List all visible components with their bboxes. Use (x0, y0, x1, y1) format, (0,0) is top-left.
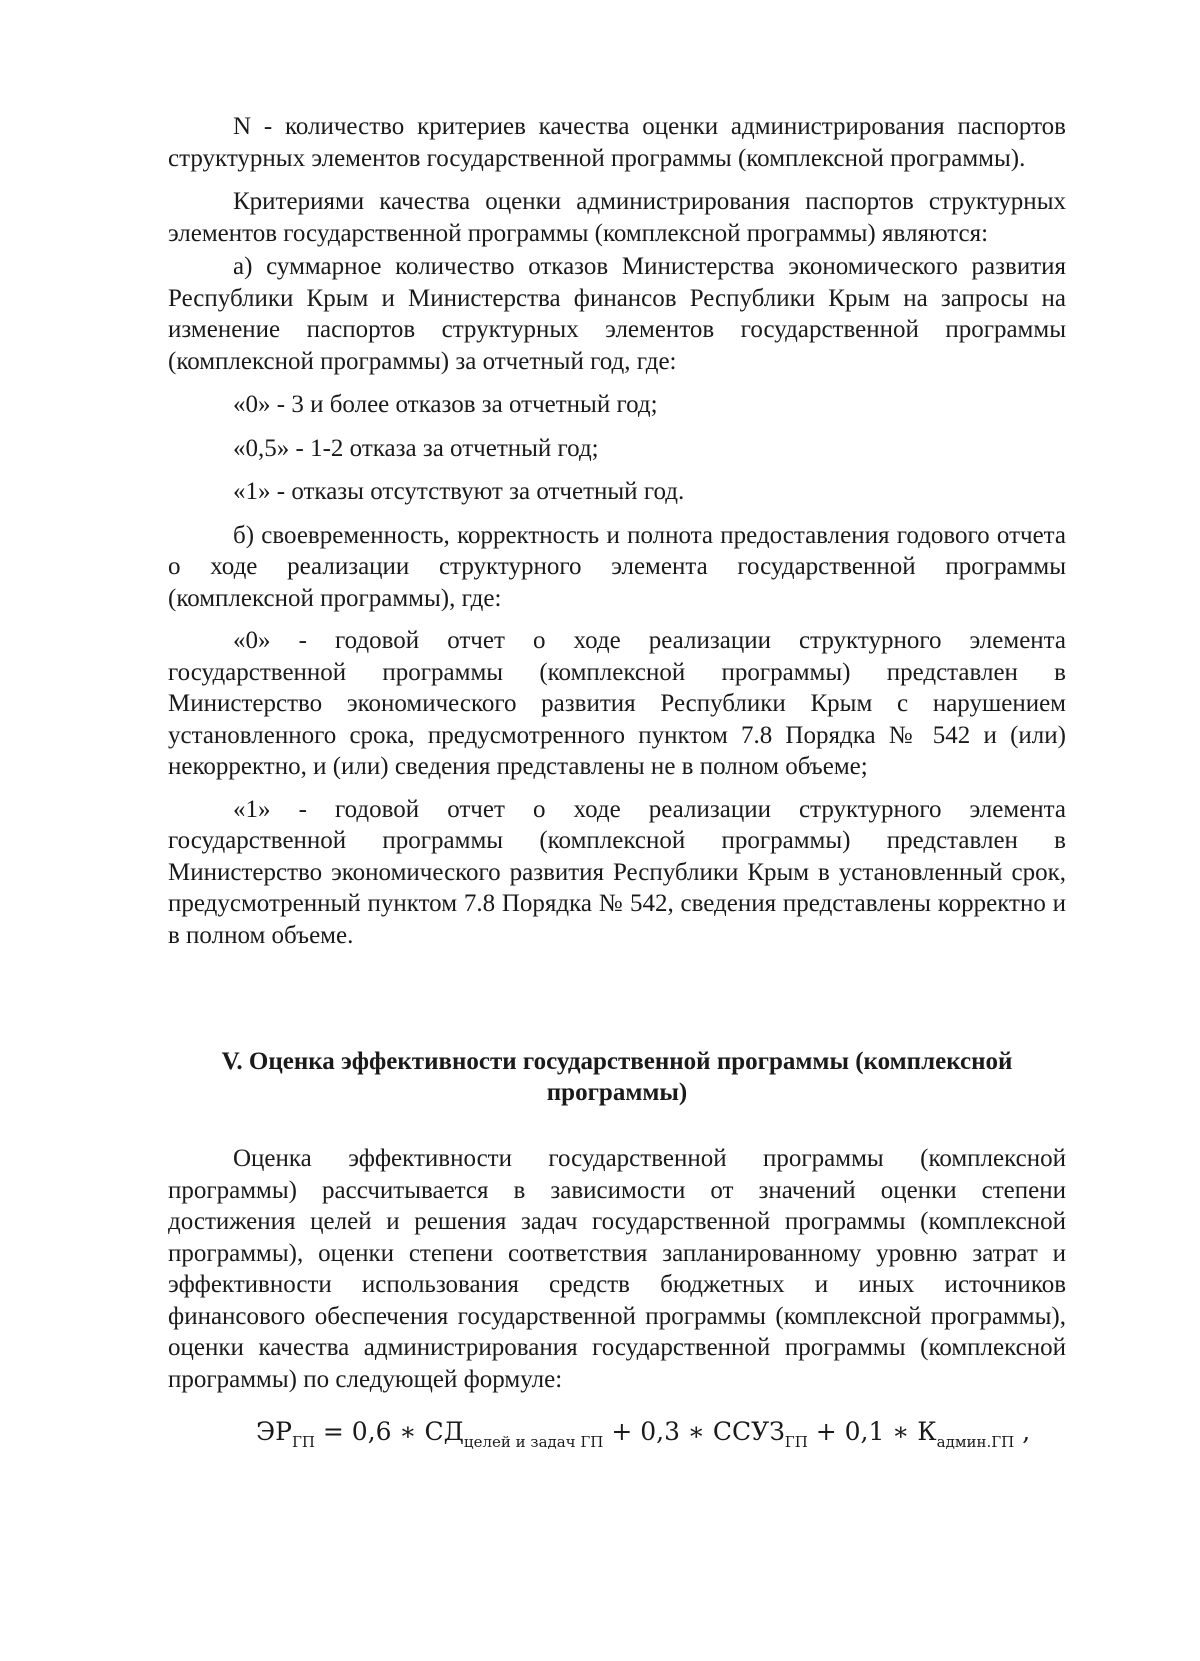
paragraph-n-definition: N - количество критериев качества оценки администрирования паспортов структурных элементов государственной программы (комплексной программы). (168, 113, 1066, 172)
formula-tail: , (1014, 1417, 1031, 1446)
list-item-a-score-0: «0» - 3 и более отказов за отчетный год; (233, 391, 658, 418)
list-item-b-score-1: «1» - годовой отчет о ходе реализации структурного элемента государственной программы (комплексной программы) представлен в Министерство экономического развития Республики Крым в установленный срок, предусмотренный пунктом 7.8 Порядка № 542, сведения представлены корректно и в полном объеме. (168, 795, 1066, 949)
formula-k-subscript: админ.ГП (936, 1433, 1015, 1451)
formula-term-sd: = 0,6 ∗ СД (314, 1417, 464, 1446)
formula-term-ssuz: + 0,3 ∗ ССУЗ (603, 1417, 785, 1446)
formula-er: ЭР (256, 1417, 292, 1446)
section-text-block (168, 1143, 1066, 1395)
paragraph-criteria-intro: Критериями качества оценки администрирования паспортов структурных элементов государственной программы (комплексной программы) являются: (168, 188, 1066, 247)
efficiency-formula (256, 1415, 1030, 1452)
paragraph-criterion-a: а) суммарное количество отказов Министерства экономического развития Республики Крым и Министерства финансов Республики Крым на запросы на изменение паспортов структурных элементов государственной программы (комплексной программы) за отчетный год, где: (168, 253, 1066, 375)
paragraph-efficiency-assessment: Оценка эффективности государственной программы (комплексной программы) рассчитывается в зависимости от значений оценки степени достижения целей и решения задач государственной программы (комплексной программы), оценки степени соответствия запланированному уровню затрат и эффективности использования средств бюджетных и иных источников финансового обеспечения государственной программы (комплексной программы), оценки качества администрирования государственной программы (комплексной программы) по следующей формуле: (168, 1145, 1066, 1393)
formula-sd-subscript: целей и задач ГП (463, 1433, 604, 1451)
paragraph-criterion-b: б) своевременность, корректность и полнота предоставления годового отчета о ходе реализации структурного элемента государственной программы (комплексной программы), где: (168, 521, 1066, 612)
list-item-b-score-0: «0» - годовой отчет о ходе реализации структурного элемента государственной программы (комплексной программы) представлен в Министерство экономического развития Республики Крым с нарушением установленного срока, предусмотренного пунктом 7.8 Порядка № 542 и (или) некорректно, и (или) сведения представлены не в полном объеме; (168, 627, 1066, 780)
section-heading (168, 1046, 1066, 1108)
section-heading-line2: программы) (546, 1079, 688, 1106)
section-heading-line1: V. Оценка эффективности государственной программы (комплексной (221, 1048, 1013, 1075)
list-item-a-score-05: «0,5» - 1-2 отказа за отчетный год; (233, 434, 599, 462)
formula-ssuz-subscript: ГП (784, 1433, 808, 1451)
formula-er-subscript: ГП (291, 1433, 315, 1451)
list-item-a-score-1: «1» - отказы отсутствуют за отчетный год. (233, 478, 685, 505)
criteria-text-block (168, 111, 1066, 951)
formula-term-k: + 0,1 ∗ К (807, 1417, 937, 1446)
